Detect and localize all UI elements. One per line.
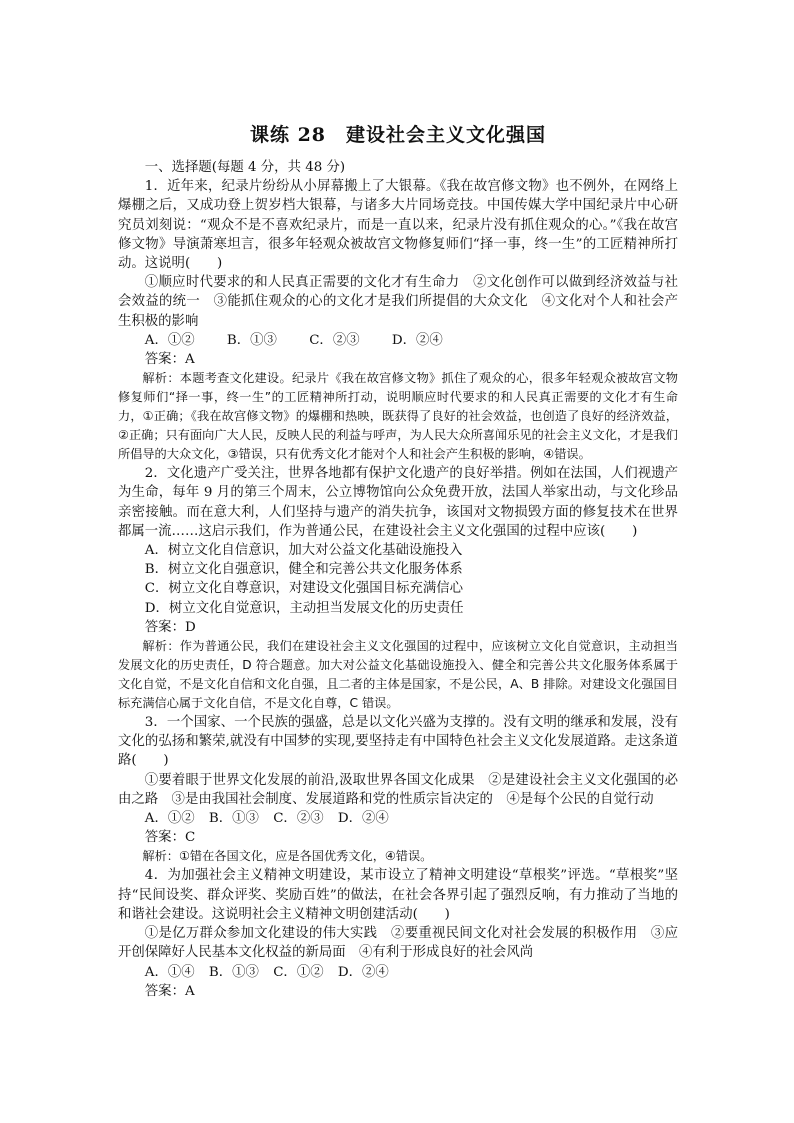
document-page [118, 116, 678, 1001]
choice-d: D．②④ [337, 964, 389, 980]
answer-line: 答案：D [144, 619, 196, 635]
choice-c: C．②③ [309, 332, 360, 348]
question-statements: ①是亿万群众参加文化建设的伟大实践 ②要重视民间文化对社会发展的积极作用 ③应开创保障好人民基本文化权益的新局面 ④有利于形成良好的社会风尚 [118, 926, 678, 961]
choice-d: D．②④ [391, 332, 443, 348]
question-1 [118, 177, 678, 464]
analysis-text: 解析：本题考查文化建设。纪录片《我在故宫修文物》抓住了观众的心，很多年轻观众被故宫文物修复师们“择一事，终一生”的工匠精神所打动，说明顺应时代要求的和人民真正需要的文化才有生命力，①正确；《我在故宫修文物》的爆棚和热映，既获得了良好的社会效益，也创造了良好的经济效益，②正确；只有面向广大人民，反映人民的利益与呼声，为人民大众所喜闻乐见的社会主义文化，才是我们所倡导的大众文化，③错误，只有优秀文化才能对个人和社会产生积极的影响，④错误。 [118, 371, 678, 462]
choice-b: B．①③ [208, 811, 259, 827]
option-b: B．树立文化自强意识，健全和完善公共文化服务体系 [144, 562, 463, 578]
choice-c: C．①② [273, 964, 324, 980]
question-stem: 4．为加强社会主义精神文明建设，某市设立了精神文明建设“草根奖”评选。“草根奖”坚持“民间设奖、群众评奖、奖励百姓”的做法，在社会各界引起了强烈反响，有力推动了当地的和谐社会建设。这说明社会主义精神文明创建活动( ) [118, 868, 678, 922]
choice-c: C．②③ [273, 811, 324, 827]
question-statements: ①要着眼于世界文化发展的前沿,汲取世界各国文化成果 ②是建设社会主义文化强国的必由之路 ③是由我国社会制度、发展道路和党的性质宗旨决定的 ④是每个公民的自觉行动 [118, 772, 678, 807]
question-statements: ①顺应时代要求的和人民真正需要的文化才有生命力 ②文化创作可以做到经济效益与社会效益的统一 ③能抓住观众的心的文化才是我们所提倡的大众文化 ④文化对个人和社会产生积极的影响 [118, 275, 678, 329]
answer-line: 答案：A [144, 352, 195, 368]
question-stem: 1．近年来，纪录片纷纷从小屏幕搬上了大银幕。《我在故宫修文物》也不例外，在网络上爆棚之后，又成功登上贺岁档大银幕，与诸多大片同场竞技。中国传媒大学中国纪录片中心研究员刘刻说：“观众不是不喜欢纪录片，而是一直以来，纪录片没有抓住观众的心。”《我在故宫修文物》导演萧寒坦言，很多年轻观众被故宫文物修复师们“择一事，终一生”的工匠精神所打动。这说明( ) [118, 179, 678, 272]
option-d: D．树立文化自觉意识，主动担当发展文化的历史责任 [144, 600, 464, 616]
question-4 [118, 866, 678, 1000]
answer-line: 答案：C [144, 830, 196, 846]
analysis-text: 解析：作为普通公民，我们在建设社会主义文化强国的过程中，应该树立文化自觉意识，主动担当发展文化的历史责任，D 符合题意。加大对公益文化基础设施投入、健全和完善公共文化服务体系属于文化自觉，不是文化自信和文化自强，且二者的主体是国家，不是公民，A、B 排除。对建设文化强国目标充满信心属于文化自信，不是文化自尊，C 错误。 [118, 639, 678, 711]
choice-a: A．①④ [144, 964, 195, 980]
choice-b: B．①③ [208, 964, 259, 980]
option-c: C．树立文化自尊意识，对建设文化强国目标充满信心 [144, 581, 464, 597]
choice-d: D．②④ [337, 811, 389, 827]
option-a: A．树立文化自信意识，加大对公益文化基础设施投入 [144, 543, 463, 559]
question-stem: 2．文化遗产广受关注，世界各地都有保护文化遗产的良好举措。例如在法国，人们视遗产为生命，每年 9 月的第三个周末，公立博物馆向公众免费开放，法国人举家出动，与文化珍品亲密接触。而在意大利，人们坚持与遗产的消失抗争，该国对文物损毁方面的修复技术在世界都属一流……这启示我们，作为普通公民，在建设社会主义文化强国的过程中应该( ) [118, 466, 678, 539]
answer-line: 答案：A [144, 983, 195, 999]
answer-choices [118, 331, 678, 350]
choice-b: B．①③ [226, 332, 277, 348]
question-3 [118, 713, 678, 866]
answer-choices [118, 809, 678, 828]
answer-choices [118, 963, 678, 982]
choice-a: A．①② [144, 332, 195, 348]
answer-options [118, 541, 678, 618]
question-stem: 3．一个国家、一个民族的强盛，总是以文化兴盛为支撑的。没有文明的继承和发展，没有文化的弘扬和繁荣,就没有中国梦的实现,要坚持走有中国特色社会主义文化发展道路。走这条道路( ) [118, 715, 678, 769]
analysis-text: 解析：①错在各国文化，应是各国优秀文化，④错误。 [142, 849, 433, 864]
question-2 [118, 464, 678, 713]
page-title: 课练 28 建设社会主义文化强国 [249, 124, 547, 146]
choice-a: A．①② [144, 811, 195, 827]
section-heading: 一、选择题(每题 4 分，共 48 分) [144, 160, 346, 175]
